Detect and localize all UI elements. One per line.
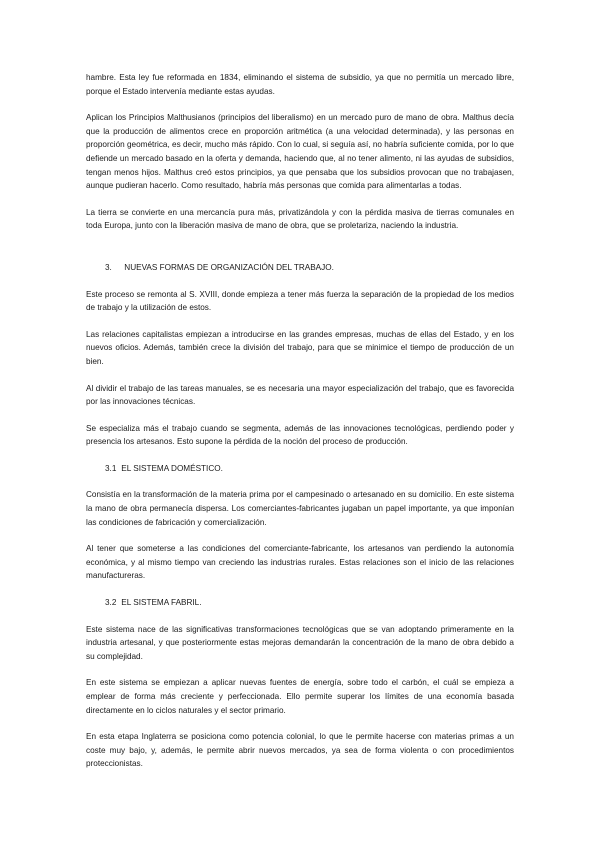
section-3-2-heading <box>86 596 514 610</box>
paragraph-intro-1: hambre. Esta ley fue reformada en 1834, eliminando el sistema de subsidio, ya que no permitía un mercado libre, porque el Estado intervenía mediante estas ayudas. <box>86 73 514 96</box>
section-3-1-title: EL SISTEMA DOMÉSTICO. <box>121 463 223 473</box>
section-3-2-paragraph-2: En este sistema se empiezan a aplicar nuevas fuentes de energía, sobre todo el carbón, el cuál se empieza a emplear de forma más creciente y perfeccionada. Ello permite superar los límites de una economía basada directamente en lo ciclos naturales y el sector primario. <box>86 678 514 715</box>
section-3-paragraph-4: Se especializa más el trabajo cuando se segmenta, además de las innovaciones tecnológicas, perdiendo poder y presencia los artesanos. Esto supone la pérdida de la noción del proceso de producción. <box>86 423 514 447</box>
paragraph-intro-3: La tierra se convierte en una mercancía pura más, privatizándola y con la pérdida masiva de tierras comunales en toda Europa, junto con la liberación masiva de mano de obra, que se proletariza, naciendo la industria. <box>86 207 514 231</box>
section-3-1-paragraph-2: Al tener que someterse a las condiciones del comerciante-fabricante, los artesanos van perdiendo la autonomía económica, y al mismo tiempo van creciendo las industrias rurales. Estas relaciones son el inicio de las relaciones manufactureras. <box>86 544 514 581</box>
paragraph-intro-2: Aplican los Principios Malthusianos (principios del liberalismo) en un mercado puro de mano de obra. Malthus decía que la producción de alimentos crece en proporción aritmética (a una velocidad determinada), y las personas en proporción geométrica, es decir, mucho más rápido. Con lo cual, si seguía así, no habría suficiente comida, por lo que defiende un mercado basado en la oferta y demanda, haciendo que, al no tener alimento, ni las ayudas de subsidios, tengan menos hijos. Malthus creó estos principios, ya que pensaba que los subsidios provocan que no trabajasen, aunque pudieran hacerlo. Como resultado, habría más personas que comida para alimentarlas a todas. <box>86 113 514 191</box>
section-3-paragraph-2: Las relaciones capitalistas empiezan a introducirse en las grandes empresas, muchas de ellas del Estado, y en los nuevos oficios. Además, también crece la división del trabajo, para que se minimice el tiempo de producción de un bien. <box>86 329 514 366</box>
section-3-paragraph-1: Este proceso se remonta al S. XVIII, donde empieza a tener más fuerza la separación de la propiedad de los medios de trabajo y la utilización de estos. <box>86 289 514 313</box>
section-3-2-paragraph-1: Este sistema nace de las significativas transformaciones tecnológicas que se van adoptando primeramente en la industria artesanal, y que posteriormente estas mejoras demandarán la concentración de la mano de obra debido a su complejidad. <box>86 624 514 661</box>
section-3-2-paragraph-3: En esta etapa Inglaterra se posiciona como potencia colonial, lo que le permite hacerse con materias primas a un coste muy bajo, y, además, le permite abrir nuevos mercados, ya sea de forma violenta o con procedimientos proteccionistas. <box>86 732 514 769</box>
section-3-paragraph-3: Al dividir el trabajo de las tareas manuales, se es necesaria una mayor especialización del trabajo, que es favorecida por las innovaciones técnicas. <box>86 383 514 407</box>
section-3-2-title: EL SISTEMA FABRIL. <box>121 598 202 608</box>
section-3-title: NUEVAS FORMAS DE ORGANIZACIÓN DEL TRABAJO. <box>124 262 334 272</box>
section-3-1-paragraph-1: Consistía en la transformación de la materia prima por el campesinado o artesanado en su domicilio. En este sistema la mano de obra permanecía dispersa. Los comerciantes-fabricantes jugaban un papel importante, ya que imponían las condiciones de fabricación y comercialización. <box>86 490 514 527</box>
section-3-1-number: 3.1 <box>105 463 117 473</box>
section-3-number: 3. <box>105 262 112 272</box>
section-3-heading <box>86 261 514 275</box>
section-3-1-heading <box>86 462 514 476</box>
section-3-2-number: 3.2 <box>105 598 117 608</box>
